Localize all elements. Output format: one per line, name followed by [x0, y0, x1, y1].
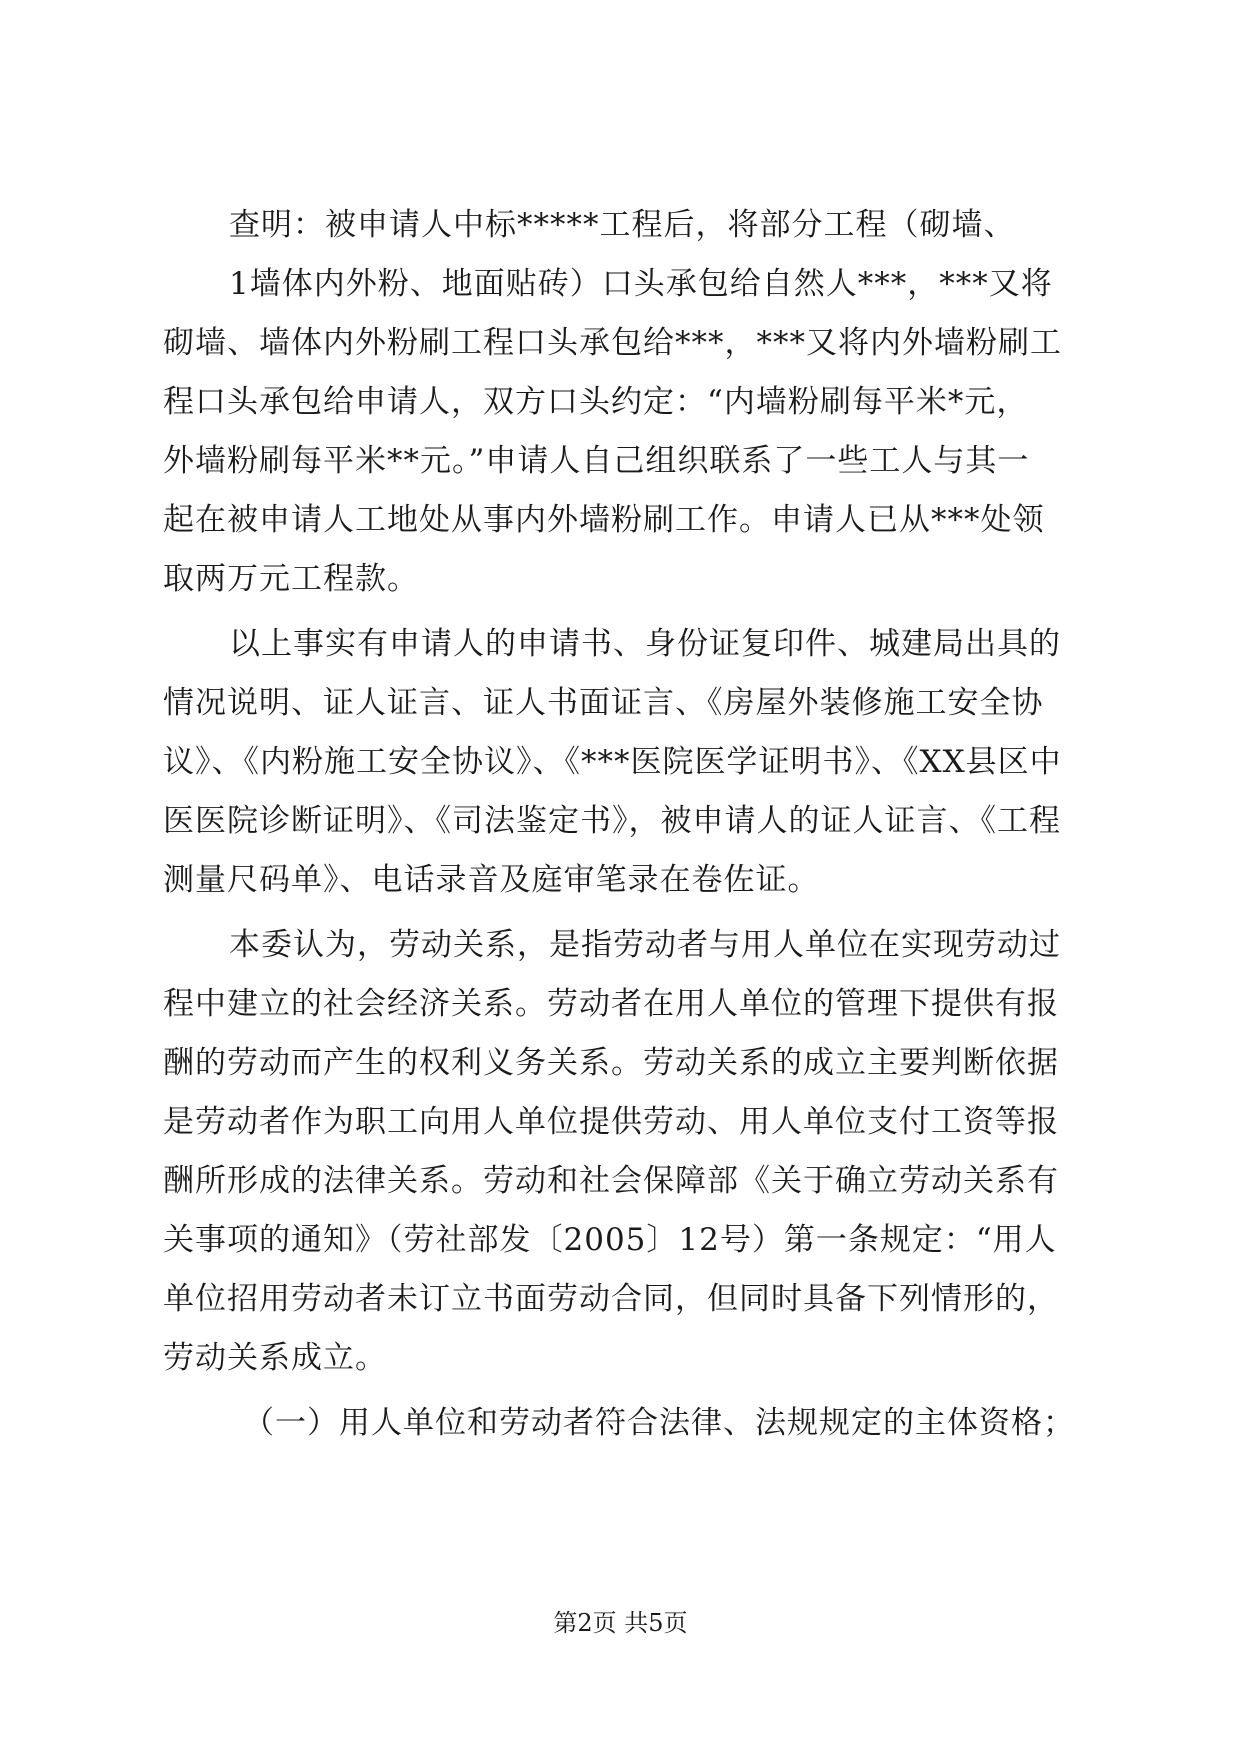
- text-line: 程口头承包给申请人，双方口头约定：“内墙粉刷每平米*元，: [163, 384, 1029, 420]
- text-line: 查明：被申请人中标*****工程后，将部分工程（砌墙、: [229, 207, 1016, 243]
- text-line: 议》、《内粉施工安全协议》、《***医院医学证明书》、《XX县区中: [163, 744, 1062, 780]
- text-line: 单位招用劳动者未订立书面劳动合同，但同时具备下列情形的，: [163, 1281, 1059, 1317]
- text-line: 劳动关系成立。: [163, 1340, 387, 1376]
- text-line: 本委认为，劳动关系，是指劳动者与用人单位在实现劳动过: [229, 927, 1061, 963]
- text-line: 酬所形成的法律关系。劳动和社会保障部《关于确立劳动关系有: [163, 1163, 1059, 1199]
- text-line: 外墙粉刷每平米**元。”申请人自己组织联系了一些工人与其一: [163, 443, 1030, 479]
- text-line: 情况说明、证人证言、证人书面证言、《房屋外装修施工安全协: [163, 685, 1044, 721]
- text-line: 1墙体内外粉、地面贴砖）口头承包给自然人***，***又将: [229, 266, 1053, 302]
- page-footer: [0, 1608, 1241, 1638]
- text-line: 是劳动者作为职工向用人单位提供劳动、用人单位支付工资等报: [163, 1104, 1059, 1140]
- text-line: 程中建立的社会经济关系。劳动者在用人单位的管理下提供有报: [163, 986, 1059, 1022]
- text-line: 起在被申请人工地处从事内外墙粉刷工作。申请人已从***处领: [163, 502, 1045, 538]
- text-line: 砌墙、墙体内外粉刷工程口头承包给***，***又将内外墙粉刷工: [163, 325, 1062, 361]
- text-line: 医医院诊断证明》、《司法鉴定书》，被申请人的证人证言、《工程: [163, 803, 1061, 839]
- text-line: 测量尺码单》、电话录音及庭审笔录在卷佐证。: [163, 862, 820, 898]
- text-line: 酬的劳动而产生的权利义务关系。劳动关系的成立主要判断依据: [163, 1045, 1059, 1081]
- page-number-label: 第2页 共5页: [553, 1609, 688, 1637]
- list-item: （一）用人单位和劳动者符合法律、法规规定的主体资格；: [243, 1405, 1075, 1441]
- text-line: 关事项的通知》（劳社部发〔2005〕12号）第一条规定：“用人: [163, 1222, 1057, 1258]
- document-body: [163, 196, 1093, 1453]
- text-line: 以上事实有申请人的申请书、身份证复印件、城建局出具的: [229, 626, 1061, 662]
- text-line: 取两万元工程款。: [163, 561, 419, 597]
